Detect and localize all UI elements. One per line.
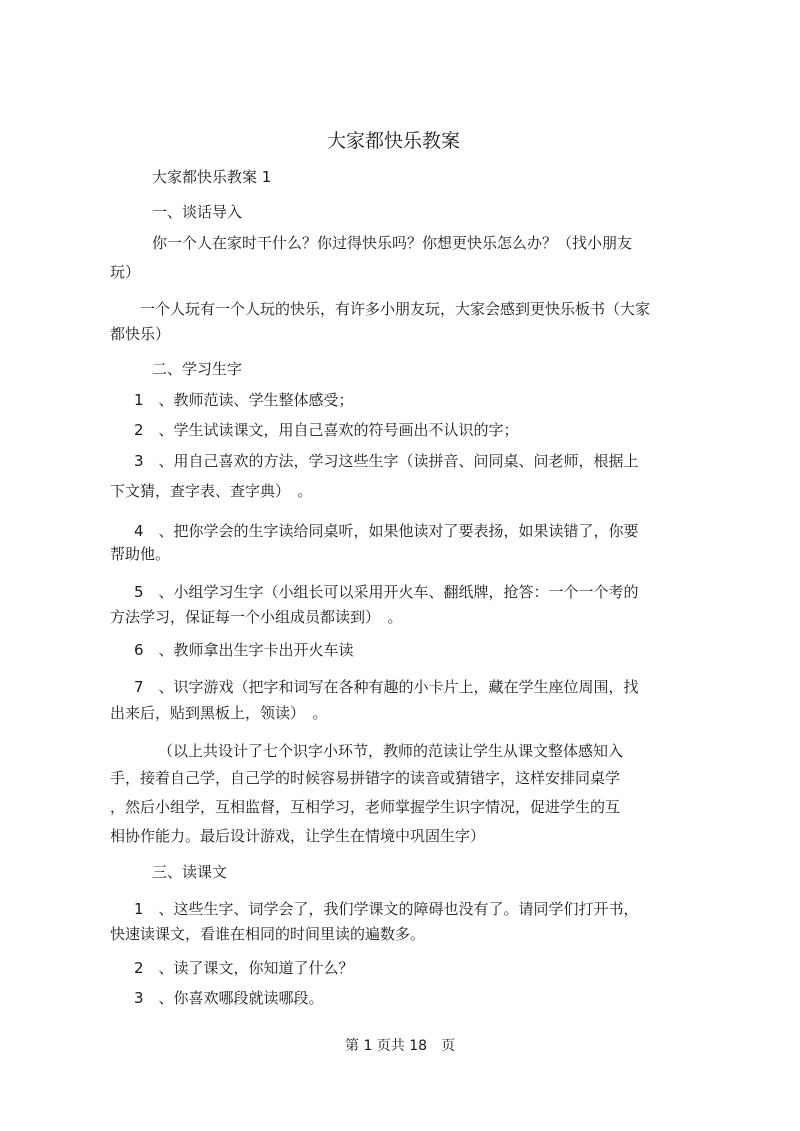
list-item-continued: 帮助他。 (110, 545, 171, 563)
list-item: 5 、小组学习生字（小组长可以采用开火车、翻纸牌，抢答：一个一个考的 (134, 583, 639, 601)
section-heading: 三、读课文 (152, 863, 228, 881)
list-item: 3 、用自己喜欢的方法，学习这些生字（读拼音、问同桌、问老师，根据上 (134, 452, 639, 470)
paragraph-line: 相协作能力。最后设计游戏，让学生在情境中巩固生字） (110, 827, 486, 845)
paragraph-line: ，然后小组学，互相监督，互相学习，老师掌握学生识字情况，促进学生的互 (110, 798, 621, 816)
paragraph-line: 一个人玩有一个人玩的快乐，有许多小朋友玩，大家会感到更快乐板书（大家 (140, 300, 651, 318)
list-item-continued: 出来后，贴到黑板上，领读） 。 (110, 704, 328, 722)
page-number-footer: 第 1 页共 18 页 (345, 1038, 456, 1054)
list-item-continued: 下文猜，查字表、查字典） 。 (110, 482, 313, 500)
paragraph-line: （以上共设计了七个识字小环节，教师的范读让学生从课文整体感知入 (158, 742, 624, 760)
list-item: 1 、教师范读、学生整体感受； (134, 391, 354, 409)
list-item: 3 、你喜欢哪段就读哪段。 (134, 989, 324, 1007)
list-item: 4 、把你学会的生字读给同桌听，如果他读对了要表扬，如果读错了，你要 (134, 522, 639, 540)
paragraph-line: 手，接着自己学，自己学的时候容易拼错字的读音或猜错字，这样安排同桌学 (110, 769, 621, 787)
document-title: 大家都快乐教案 (327, 130, 461, 152)
paragraph-line: 你一个人在家时干什么？你过得快乐吗？你想更快乐怎么办？（找小朋友 (152, 234, 633, 252)
list-item-continued: 方法学习，保证每一个小组成员都读到） 。 (110, 608, 403, 626)
list-item: 2 、读了课文，你知道了什么？ (134, 959, 354, 977)
list-item: 2 、学生试读课文，用自己喜欢的符号画出不认识的字； (134, 421, 519, 439)
paragraph-line: 玩） (110, 263, 141, 281)
list-item: 7 、识字游戏（把字和词写在各种有趣的小卡片上，藏在学生座位周围，找 (134, 678, 639, 696)
section-heading: 一、谈话导入 (152, 203, 243, 221)
list-item-continued: 快速读课文，看谁在相同的时间里读的遍数多。 (110, 925, 426, 943)
section-heading: 二、学习生字 (152, 360, 243, 378)
paragraph-line: 都快乐） (110, 325, 171, 343)
list-item: 1 、这些生字、词学会了，我们学课文的障碍也没有了。请同学们打开书， (134, 900, 639, 918)
list-item: 6 、教师拿出生字卡出开火车读 (134, 641, 354, 659)
document-subtitle: 大家都快乐教案 1 (152, 168, 272, 186)
